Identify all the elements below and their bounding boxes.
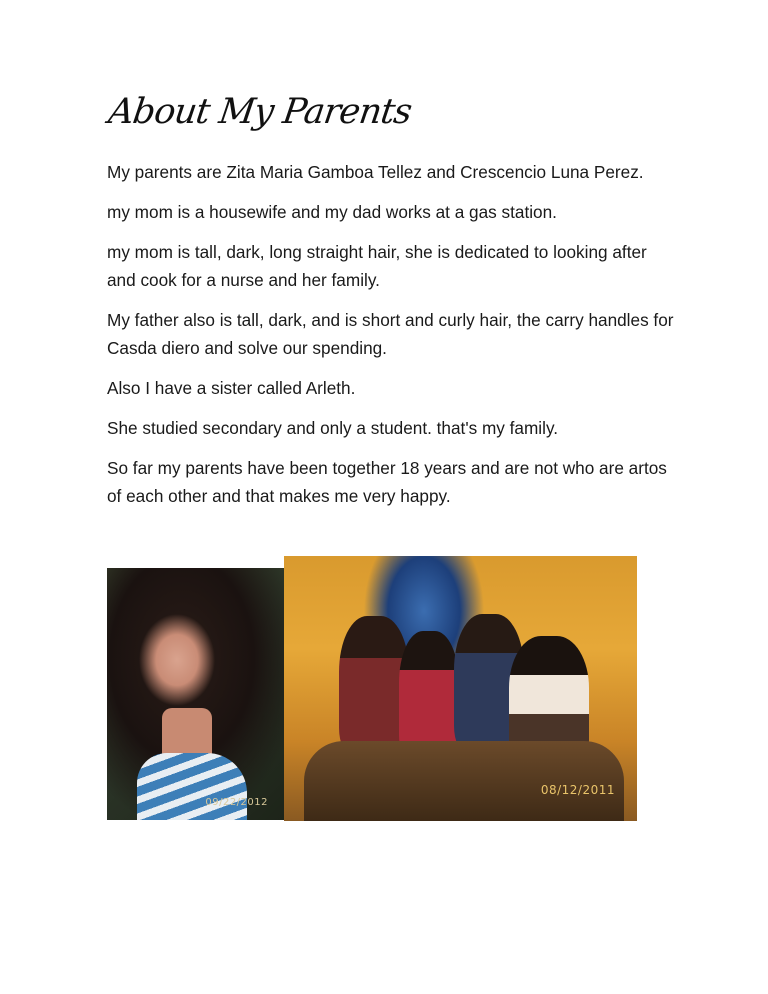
portrait-striped-shirt: [137, 753, 247, 820]
paragraph-5: Also I have a sister called Arleth.: [107, 378, 356, 398]
portrait-photo: [107, 568, 284, 820]
paragraph-1: My parents are Zita Maria Gamboa Tellez and Crescencio Luna Perez.: [107, 162, 644, 182]
paragraph-6: She studied secondary and only a student. that's my family.: [107, 418, 559, 438]
paragraph-7: So far my parents have been together 18 years and are not who are artos of each other and that makes me very happy.: [107, 458, 667, 506]
paragraph-2: my mom is a housewife and my dad works at a gas station.: [107, 202, 557, 222]
paragraph-4: My father also is tall, dark, and is short and curly hair, the carry handles for Casda diero and solve our spending.: [107, 310, 674, 358]
restaurant-table: [304, 741, 624, 821]
family-photo: [284, 556, 637, 821]
body-text: [107, 158, 677, 522]
photo-collage: [107, 556, 637, 821]
page-title: About My Parents: [106, 92, 414, 132]
photo-date-stamp-right: 08/12/2011: [540, 783, 615, 797]
paragraph-3: my mom is tall, dark, long straight hair, she is dedicated to looking after and cook for a nurse and her family.: [107, 242, 647, 290]
photo-date-stamp-left: 09/22/2012: [205, 797, 268, 808]
